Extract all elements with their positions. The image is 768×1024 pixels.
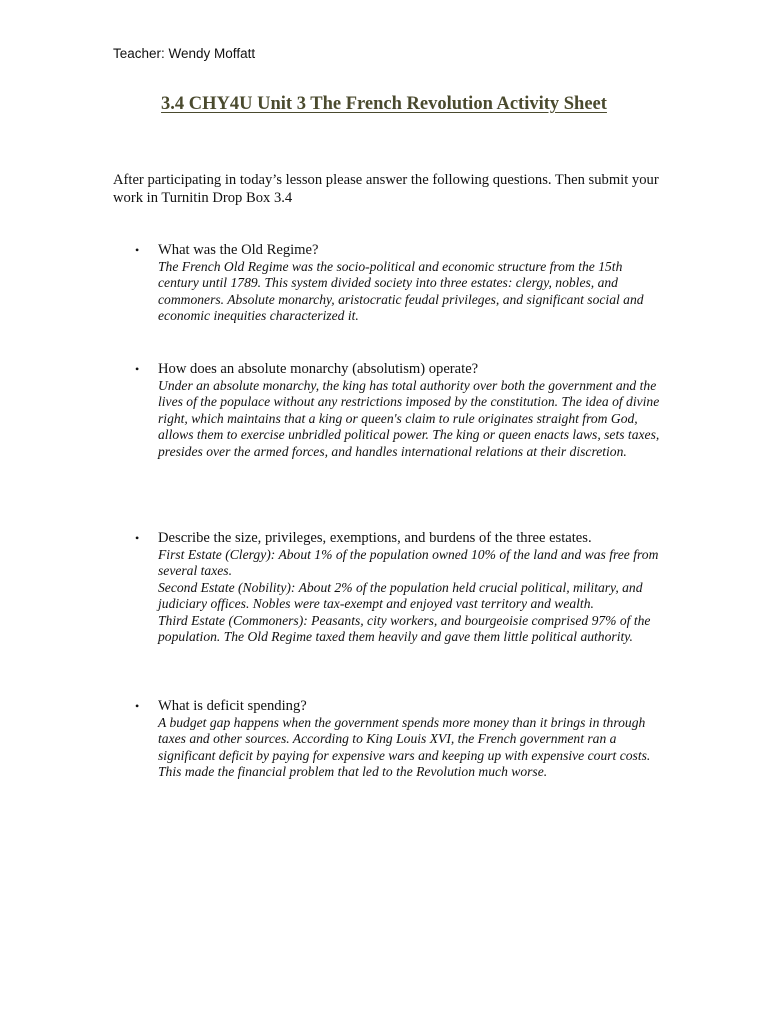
question-item-deficit-spending (135, 697, 665, 781)
question-item-three-estates (135, 529, 665, 645)
answer-paragraph: The French Old Regime was the socio-political and economic structure from the 15th century until 1789. This system divided society into three estates: clergy, nobles, and commoners. Absolute monarchy, aristocratic feudal privileges, and significant social and economic inequities characterized it. (158, 259, 644, 324)
question-text: Describe the size, privileges, exemptions, and burdens of the three estates. (158, 530, 592, 546)
answer-text (158, 547, 665, 645)
question-item-absolute-monarchy (135, 360, 665, 460)
question-text: How does an absolute monarchy (absolutism) operate? (158, 361, 479, 377)
answer-text (158, 259, 665, 325)
bullet: • (135, 243, 140, 257)
answer-paragraph-second-estate: Second Estate (Nobility): About 2% of the population held crucial political, military, and judiciary offices. Nobles were tax-exempt and enjoyed vast territory and wealth. (158, 579, 643, 612)
answer-paragraph: Under an absolute monarchy, the king has total authority over both the government and the lives of the populace without any restrictions imposed by the constitution. The idea of divine right, which maintains that a king or queen's claim to rule originates straight from God, allows them to exercise unbridled political power. The king or queen enacts laws, sets taxes, presides over the armed forces, and handles international relations at their discretion. (158, 378, 660, 459)
bullet: • (135, 699, 140, 713)
bullet: • (135, 362, 140, 376)
answer-paragraph: A budget gap happens when the government spends more money than it brings in through taxes and other sources. According to King Louis XVI, the French government ran a significant deficit by paying for expensive wars and keeping up with expensive court costs. This made the financial problem that led to the Revolution much worse. (158, 715, 651, 780)
answer-text (158, 715, 665, 781)
intro-paragraph: After participating in today’s lesson please answer the following questions. Then submit your work in Turnitin Drop Box 3.4 (113, 172, 659, 206)
answer-paragraph-third-estate: Third Estate (Commoners): Peasants, city workers, and bourgeoisie comprised 97% of the population. The Old Regime taxed them heavily and gave them little political authority. (158, 612, 651, 645)
question-text: What is deficit spending? (158, 698, 307, 714)
question-text: What was the Old Regime? (158, 242, 319, 258)
question-item-old-regime (135, 241, 665, 325)
answer-text (158, 378, 665, 460)
teacher-name: Teacher: Wendy Moffatt (113, 46, 256, 61)
answer-paragraph-first-estate: First Estate (Clergy): About 1% of the population owned 10% of the land and was free from several taxes. (158, 547, 659, 579)
page-title: 3.4 CHY4U Unit 3 The French Revolution Activity Sheet (161, 94, 607, 114)
bullet: • (135, 531, 140, 545)
